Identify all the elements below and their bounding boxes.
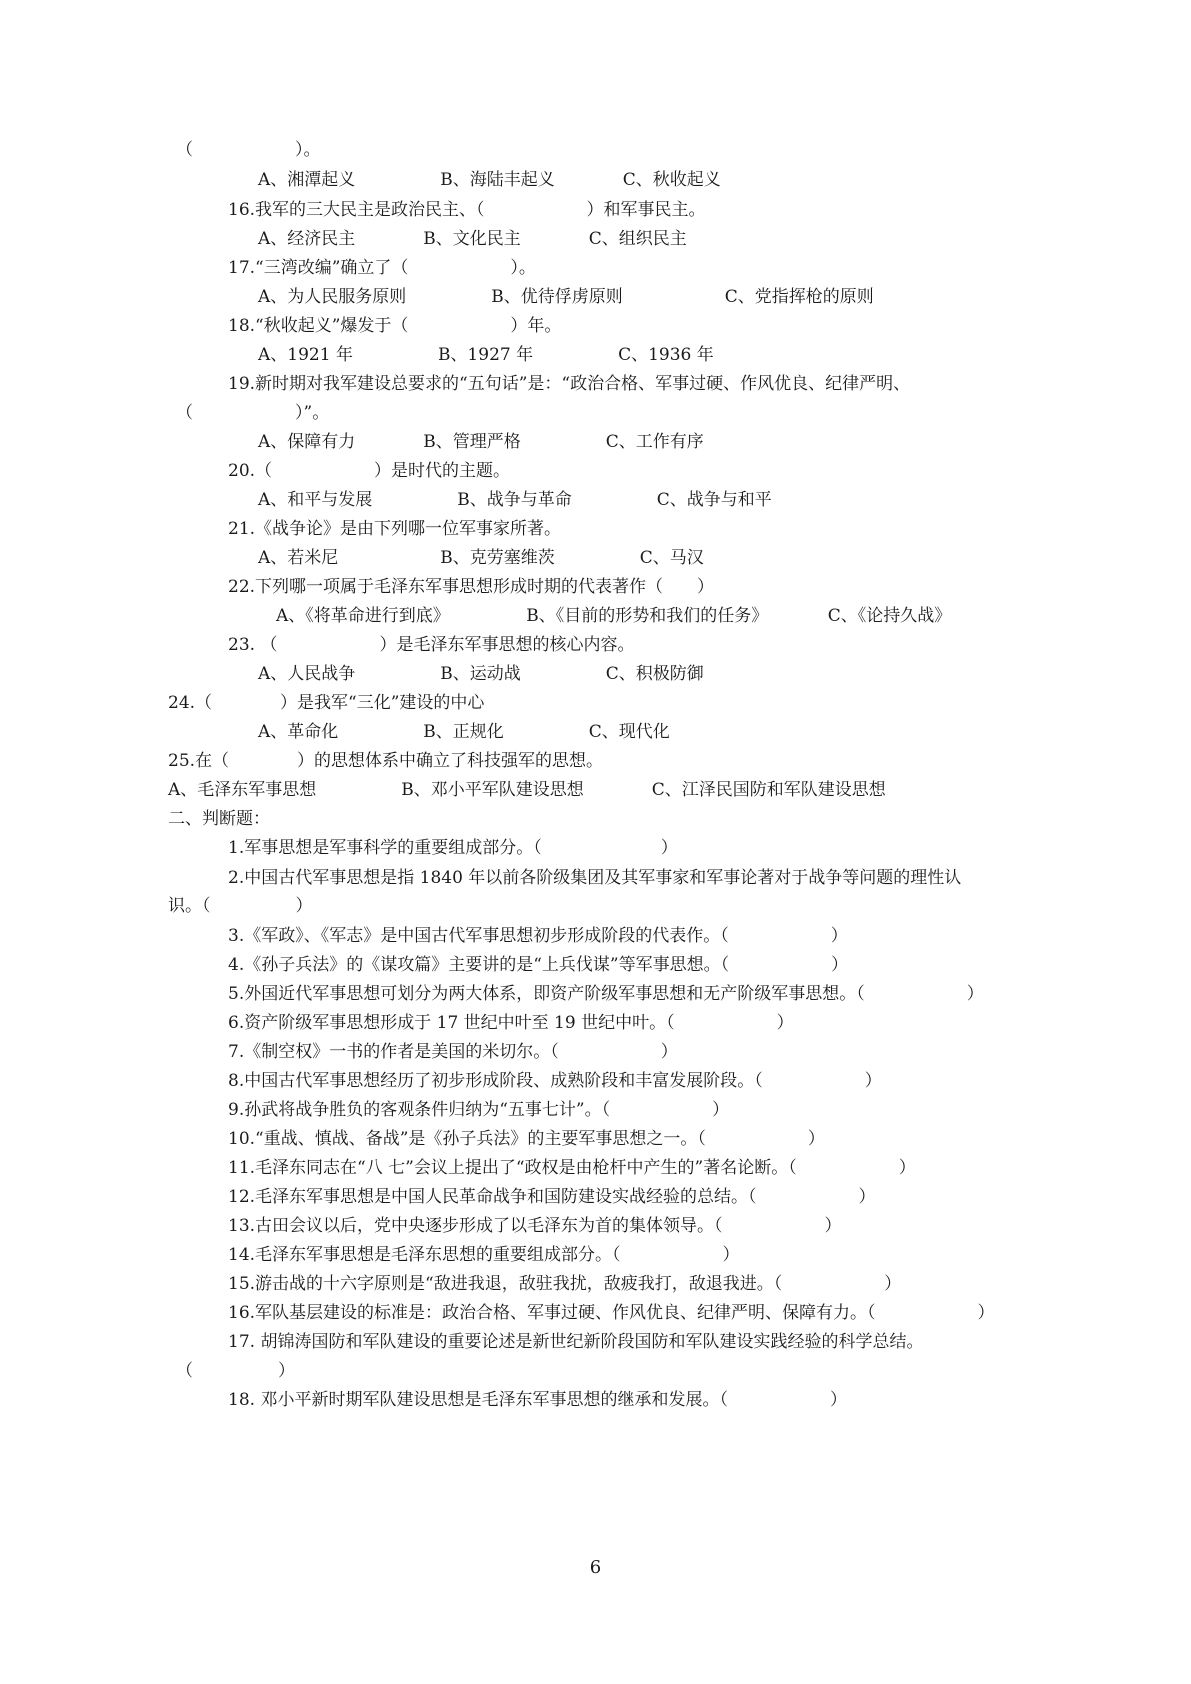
question: 21.《战争论》是由下列哪一位军事家所著。 — [228, 519, 562, 539]
statement: 4.《孙子兵法》的《谋攻篇》主要讲的是“上兵伐谋”等军事思想。（ ） — [228, 955, 849, 975]
question: 16.我军的三大民主是政治民主、（ ）和军事民主。 — [228, 200, 706, 220]
statement: 18. 邓小平新时期军队建设思想是毛泽东军事思想的继承和发展。（ ） — [228, 1390, 847, 1410]
answer-options: A、经济民主 B、文化民主 C、组织民主 — [258, 229, 687, 249]
question: 22.下列哪一项属于毛泽东军事思想形成时期的代表著作（ ） — [228, 577, 715, 597]
text-line: （ ）”。 — [176, 403, 330, 423]
answer-options: A、革命化 B、正规化 C、现代化 — [258, 722, 670, 742]
section-heading: 二、判断题： — [168, 809, 270, 829]
statement: 6.资产阶级军事思想形成于 17 世纪中叶至 19 世纪中叶。（ ） — [228, 1013, 794, 1033]
answer-options: A、1921 年 B、1927 年 C、1936 年 — [258, 345, 714, 365]
question: 20.（ ）是时代的主题。 — [228, 461, 511, 481]
question: 24.（ ）是我军“三化”建设的中心 — [168, 693, 485, 713]
statement: 7.《制空权》一书的作者是美国的米切尔。（ ） — [228, 1042, 678, 1062]
page-number: 6 — [589, 1557, 602, 1578]
text-line: 识。（ ） — [168, 896, 313, 916]
statement: 13.古田会议以后，党中央逐步形成了以毛泽东为首的集体领导。（ ） — [228, 1216, 842, 1236]
statement: 11.毛泽东同志在“八 七”会议上提出了“政权是由枪杆中产生的”著名论断。（ ） — [228, 1158, 916, 1178]
statement: 9.孙武将战争胜负的客观条件归纳为“五事七计”。（ ） — [228, 1100, 730, 1120]
statement: 8.中国古代军事思想经历了初步形成阶段、成熟阶段和丰富发展阶段。（ ） — [228, 1071, 882, 1091]
answer-options: A、保障有力 B、管理严格 C、工作有序 — [258, 432, 704, 452]
question: 25.在（ ）的思想体系中确立了科技强军的思想。 — [168, 751, 604, 771]
answer-options: A、湘潭起义 B、海陆丰起义 C、秋收起义 — [258, 170, 721, 190]
statement: 14.毛泽东军事思想是毛泽东思想的重要组成部分。（ ） — [228, 1245, 740, 1265]
statement: 15.游击战的十六字原则是“敌进我退，敌驻我扰，敌疲我打，敌退我进。（ ） — [228, 1274, 902, 1294]
statement: 10.“重战、慎战、备战”是《孙子兵法》的主要军事思想之一。（ ） — [228, 1129, 825, 1149]
statement: 2.中国古代军事思想是指 1840 年以前各阶级集团及其军事家和军事论著对于战争等问题的理性认 — [228, 868, 962, 888]
statement: 12.毛泽东军事思想是中国人民革命战争和国防建设实战经验的总结。（ ） — [228, 1187, 876, 1207]
answer-options: A、和平与发展 B、战争与革命 C、战争与和平 — [258, 490, 772, 510]
question: 19.新时期对我军建设总要求的“五句话”是：“政治合格、军事过硬、作风优良、纪律严明、 — [228, 374, 911, 394]
text-line: （ ）。 — [176, 140, 321, 160]
answer-options: A、毛泽东军事思想 B、邓小平军队建设思想 C、江泽民国防和军队建设思想 — [168, 780, 886, 800]
answer-options: A、若米尼 B、克劳塞维茨 C、马汉 — [258, 548, 704, 568]
statement: 17. 胡锦涛国防和军队建设的重要论述是新世纪新阶段国防和军队建设实践经验的科学总结。 — [228, 1332, 924, 1352]
answer-options: A、《将革命进行到底》 B、《目前的形势和我们的任务》 C、《论持久战》 — [276, 606, 952, 626]
statement: 3.《军政》、《军志》是中国古代军事思想初步形成阶段的代表作。（ ） — [228, 926, 848, 946]
statement: 5.外国近代军事思想可划分为两大体系，即资产阶级军事思想和无产阶级军事思想。（ ） — [228, 984, 984, 1004]
answer-options: A、为人民服务原则 B、优待俘虏原则 C、党指挥枪的原则 — [258, 287, 874, 307]
answer-options: A、人民战争 B、运动战 C、积极防御 — [258, 664, 704, 684]
text-line: （ ） — [176, 1361, 295, 1381]
statement: 16.军队基层建设的标准是：政治合格、军事过硬、作风优良、纪律严明、保障有力。（ ） — [228, 1303, 995, 1323]
question: 18.“秋收起义”爆发于（ ）年。 — [228, 316, 562, 336]
question: 23. （ ）是毛泽东军事思想的核心内容。 — [228, 635, 635, 655]
question: 17.“三湾改编”确立了（ ）。 — [228, 258, 536, 278]
statement: 1.军事思想是军事科学的重要组成部分。（ ） — [228, 838, 678, 858]
